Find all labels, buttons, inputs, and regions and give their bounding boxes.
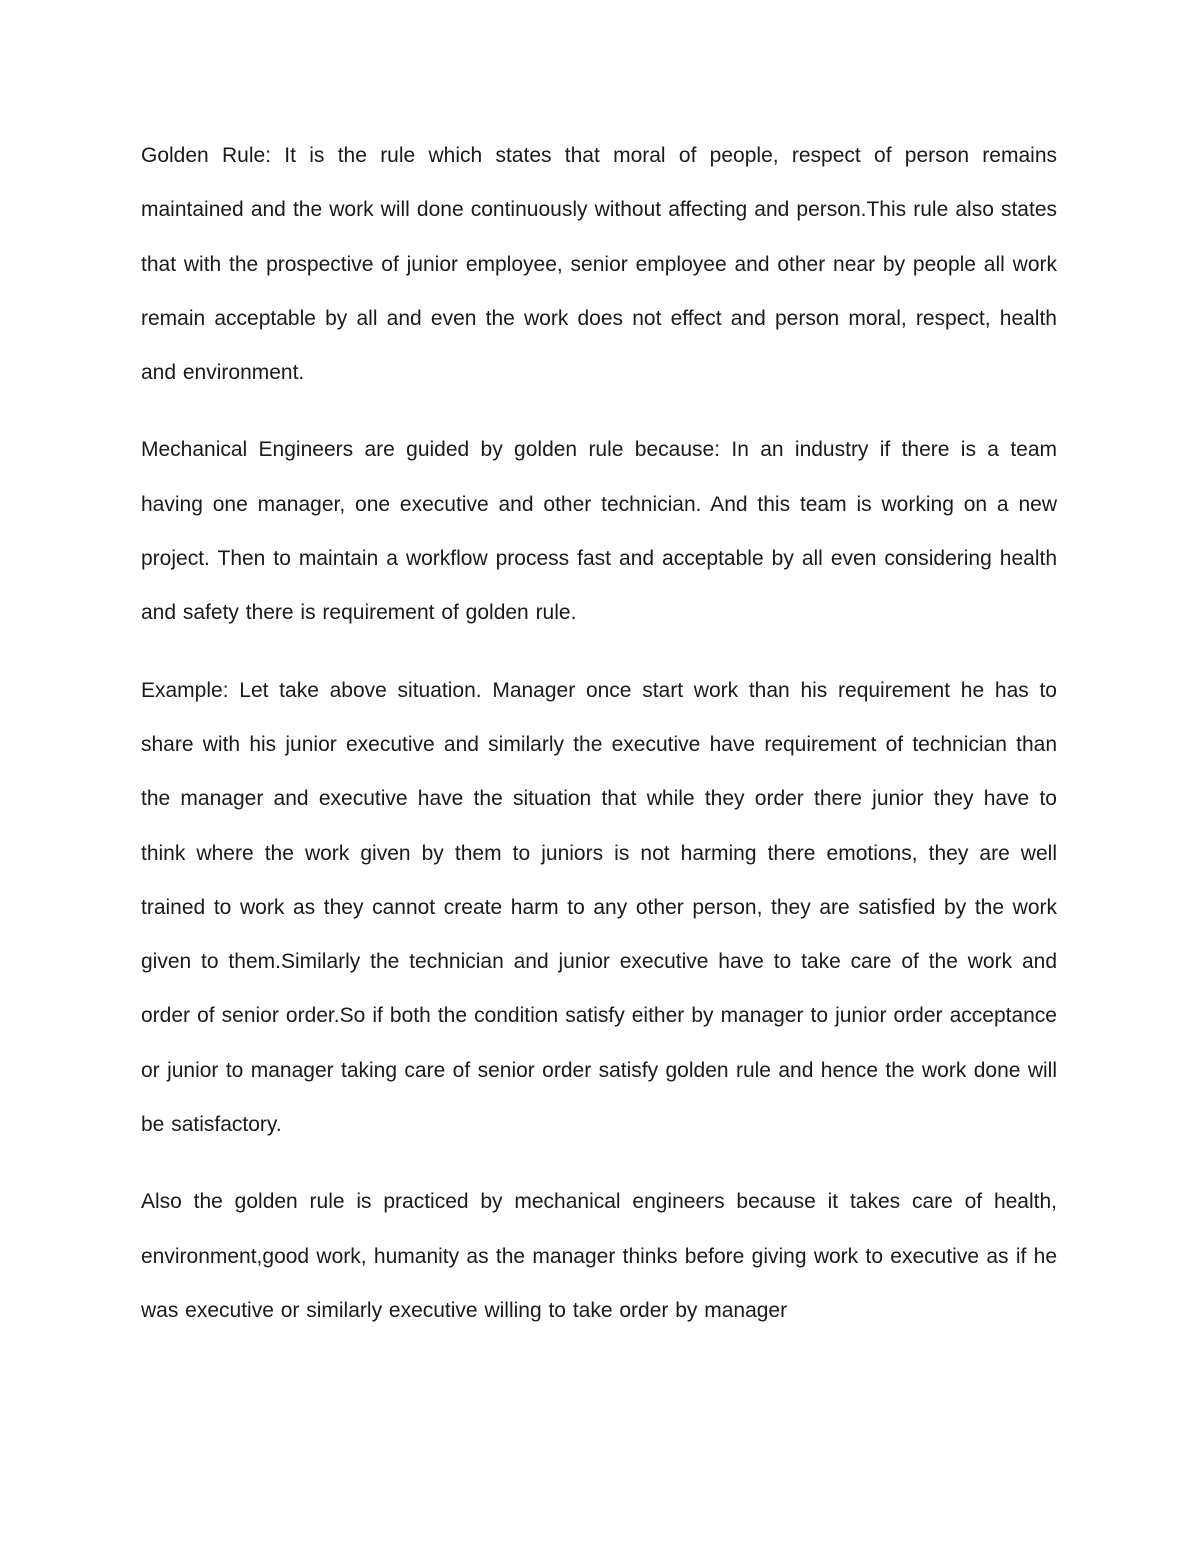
- paragraph-golden-rule-definition: Golden Rule: It is the rule which states that moral of people, respect of person remains maintained and the work will done continuously without affecting and person.This rule also states that with the prospective of junior employee, senior employee and other near by people all work remain acceptable by all and even the work does not effect and person moral, respect, health and environment.: [141, 144, 1057, 385]
- paragraph-example: Example: Let take above situation. Manager once start work than his requirement he has to share with his junior executive and similarly the executive have requirement of technician than the manager and executive have the situation that while they order there junior they have to think where the work given by them to juniors is not harming there emotions, they are well trained to work as they cannot create harm to any other person, they are satisfied by the work given to them.Similarly the technician and junior executive have to take care of the work and order of senior order.So if both the condition satisfy either by manager to junior order acceptance or junior to manager taking care of senior order satisfy golden rule and hence the work done will be satisfactory.: [141, 678, 1057, 1137]
- document-body: [141, 129, 1057, 1338]
- paragraph-also-practiced: Also the golden rule is practiced by mechanical engineers because it takes care of health, environment,good work, humanity as the manager thinks before giving work to executive as if he was executive or similarly executive willing to take order by manager: [141, 1190, 1057, 1322]
- paragraph-mechanical-engineers: Mechanical Engineers are guided by golden rule because: In an industry if there is a team having one manager, one executive and other technician. And this team is working on a new project. Then to maintain a workflow process fast and acceptable by all even considering health and safety there is requirement of golden rule.: [141, 438, 1057, 625]
